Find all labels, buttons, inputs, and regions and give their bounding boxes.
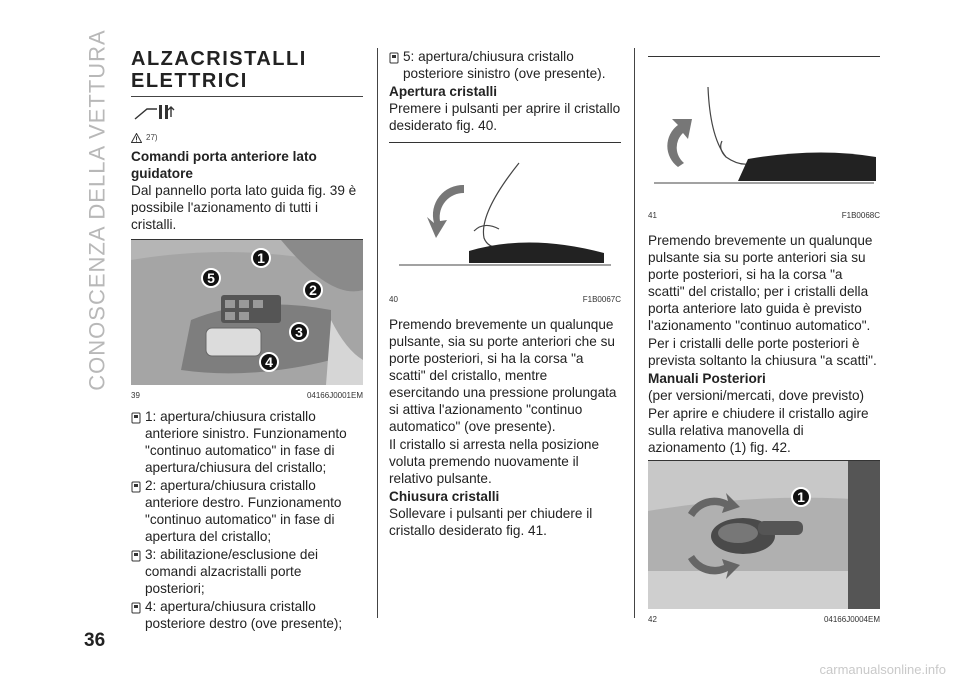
side-title-text: CONOSCENZA DELLA VETTURA <box>85 29 111 391</box>
window-switch-icon <box>131 411 141 423</box>
figure-caption: 39 04166J0001EM <box>131 391 363 400</box>
figure-caption: 42 04166J0004EM <box>648 615 880 624</box>
warning-icon <box>131 133 142 143</box>
door-panel-photo <box>131 240 363 385</box>
window-switch-icon <box>131 480 141 492</box>
callout-2: 2 <box>303 280 323 300</box>
list-item: 4: apertura/chiusura cristallo posteriore destro (ove presente); <box>131 598 363 633</box>
watermark: carmanualsonline.info <box>819 662 946 677</box>
column-3 <box>648 48 880 632</box>
subheading-driver-door: Comandi porta anteriore lato guidatore <box>131 149 317 181</box>
short-press-paragraph: Premendo brevemente un qualunque pulsante, sia su porte anteriori che su porte posteriori, si ha la corsa "a scatti" del cristallo, mentre esercitando una pressione prolungata si attiva l'azionamento "continuo automatico" (ove presente). <box>389 317 617 434</box>
press-button-illustration <box>389 143 621 289</box>
figure-caption: 41 F1B0068C <box>648 211 880 220</box>
heading-open-windows: Apertura cristalli <box>389 84 498 99</box>
heading-close-windows: Chiusura cristalli <box>389 489 500 504</box>
list-item: 5: apertura/chiusura cristallo posteriore sinistro (ove presente). <box>389 48 621 83</box>
list-item: 1: apertura/chiusura cristallo anteriore sinistro. Funzionamento "continuo automatico" in fase di apertura/chiusura del cristallo; <box>131 408 363 477</box>
figure-39 <box>131 239 363 404</box>
stop-paragraph: Il cristallo si arresta nella posizione voluta premendo nuovamente il relativo pulsante. <box>389 437 600 486</box>
column-divider <box>634 48 635 618</box>
figure-40 <box>389 142 621 308</box>
figure-41 <box>648 56 880 224</box>
open-paragraph: Premere i pulsanti per aprire il cristallo desiderato fig. 40. <box>389 101 621 133</box>
versions-note: (per versioni/mercati, dove previsto) <box>648 388 865 403</box>
section-side-title <box>73 29 123 391</box>
callout-1: 1 <box>791 487 811 507</box>
column-divider <box>377 48 378 618</box>
warning-ref: 27) <box>131 129 363 146</box>
window-switch-icon <box>131 601 141 613</box>
window-switch-icon <box>389 51 399 63</box>
heading-rule <box>131 96 363 97</box>
window-switch-icon <box>131 549 141 561</box>
manual-paragraph: Per aprire e chiudere il cristallo agire sulla relativa manovella di azionamento (1) fig. 42. <box>648 406 869 455</box>
short-press-paragraph: Premendo brevemente un qualunque pulsante sia su porte anteriori sia su porte posteriori, si ha la corsa "a scatti" del cristallo; per i cristalli della porta anteriore lato guida è previsto l'azionamento "continuo automatico". <box>648 233 873 333</box>
page-number: 36 <box>84 630 106 651</box>
rear-windows-paragraph: Per i cristalli delle porte posteriori è prevista soltanto la chiusura "a scatti". <box>648 336 877 368</box>
column-1 <box>131 48 363 633</box>
intro-paragraph: Dal pannello porta lato guida fig. 39 è possibile l'azionamento di tutti i cristalli. <box>131 183 357 232</box>
power-window-icon <box>133 103 363 127</box>
section-heading: ALZACRISTALLI ELETTRICI <box>131 48 307 92</box>
callout-5: 5 <box>201 268 221 288</box>
list-item: 3: abilitazione/esclusione dei comandi alzacristalli porte posteriori; <box>131 546 363 598</box>
figure-caption: 40 F1B0067C <box>389 295 621 304</box>
window-crank-photo <box>648 461 880 609</box>
lift-button-illustration <box>648 57 880 205</box>
callout-1: 1 <box>251 248 271 268</box>
callout-4: 4 <box>259 352 279 372</box>
figure-42 <box>648 460 880 628</box>
column-2 <box>389 48 621 540</box>
close-paragraph: Sollevare i pulsanti per chiudere il cristallo desiderato fig. 41. <box>389 506 593 538</box>
callout-3: 3 <box>289 322 309 342</box>
heading-manual-rear: Manuali Posteriori <box>648 371 766 386</box>
list-item: 2: apertura/chiusura cristallo anteriore destro. Funzionamento "continuo automatico" in fase di apertura del cristallo; <box>131 477 363 546</box>
